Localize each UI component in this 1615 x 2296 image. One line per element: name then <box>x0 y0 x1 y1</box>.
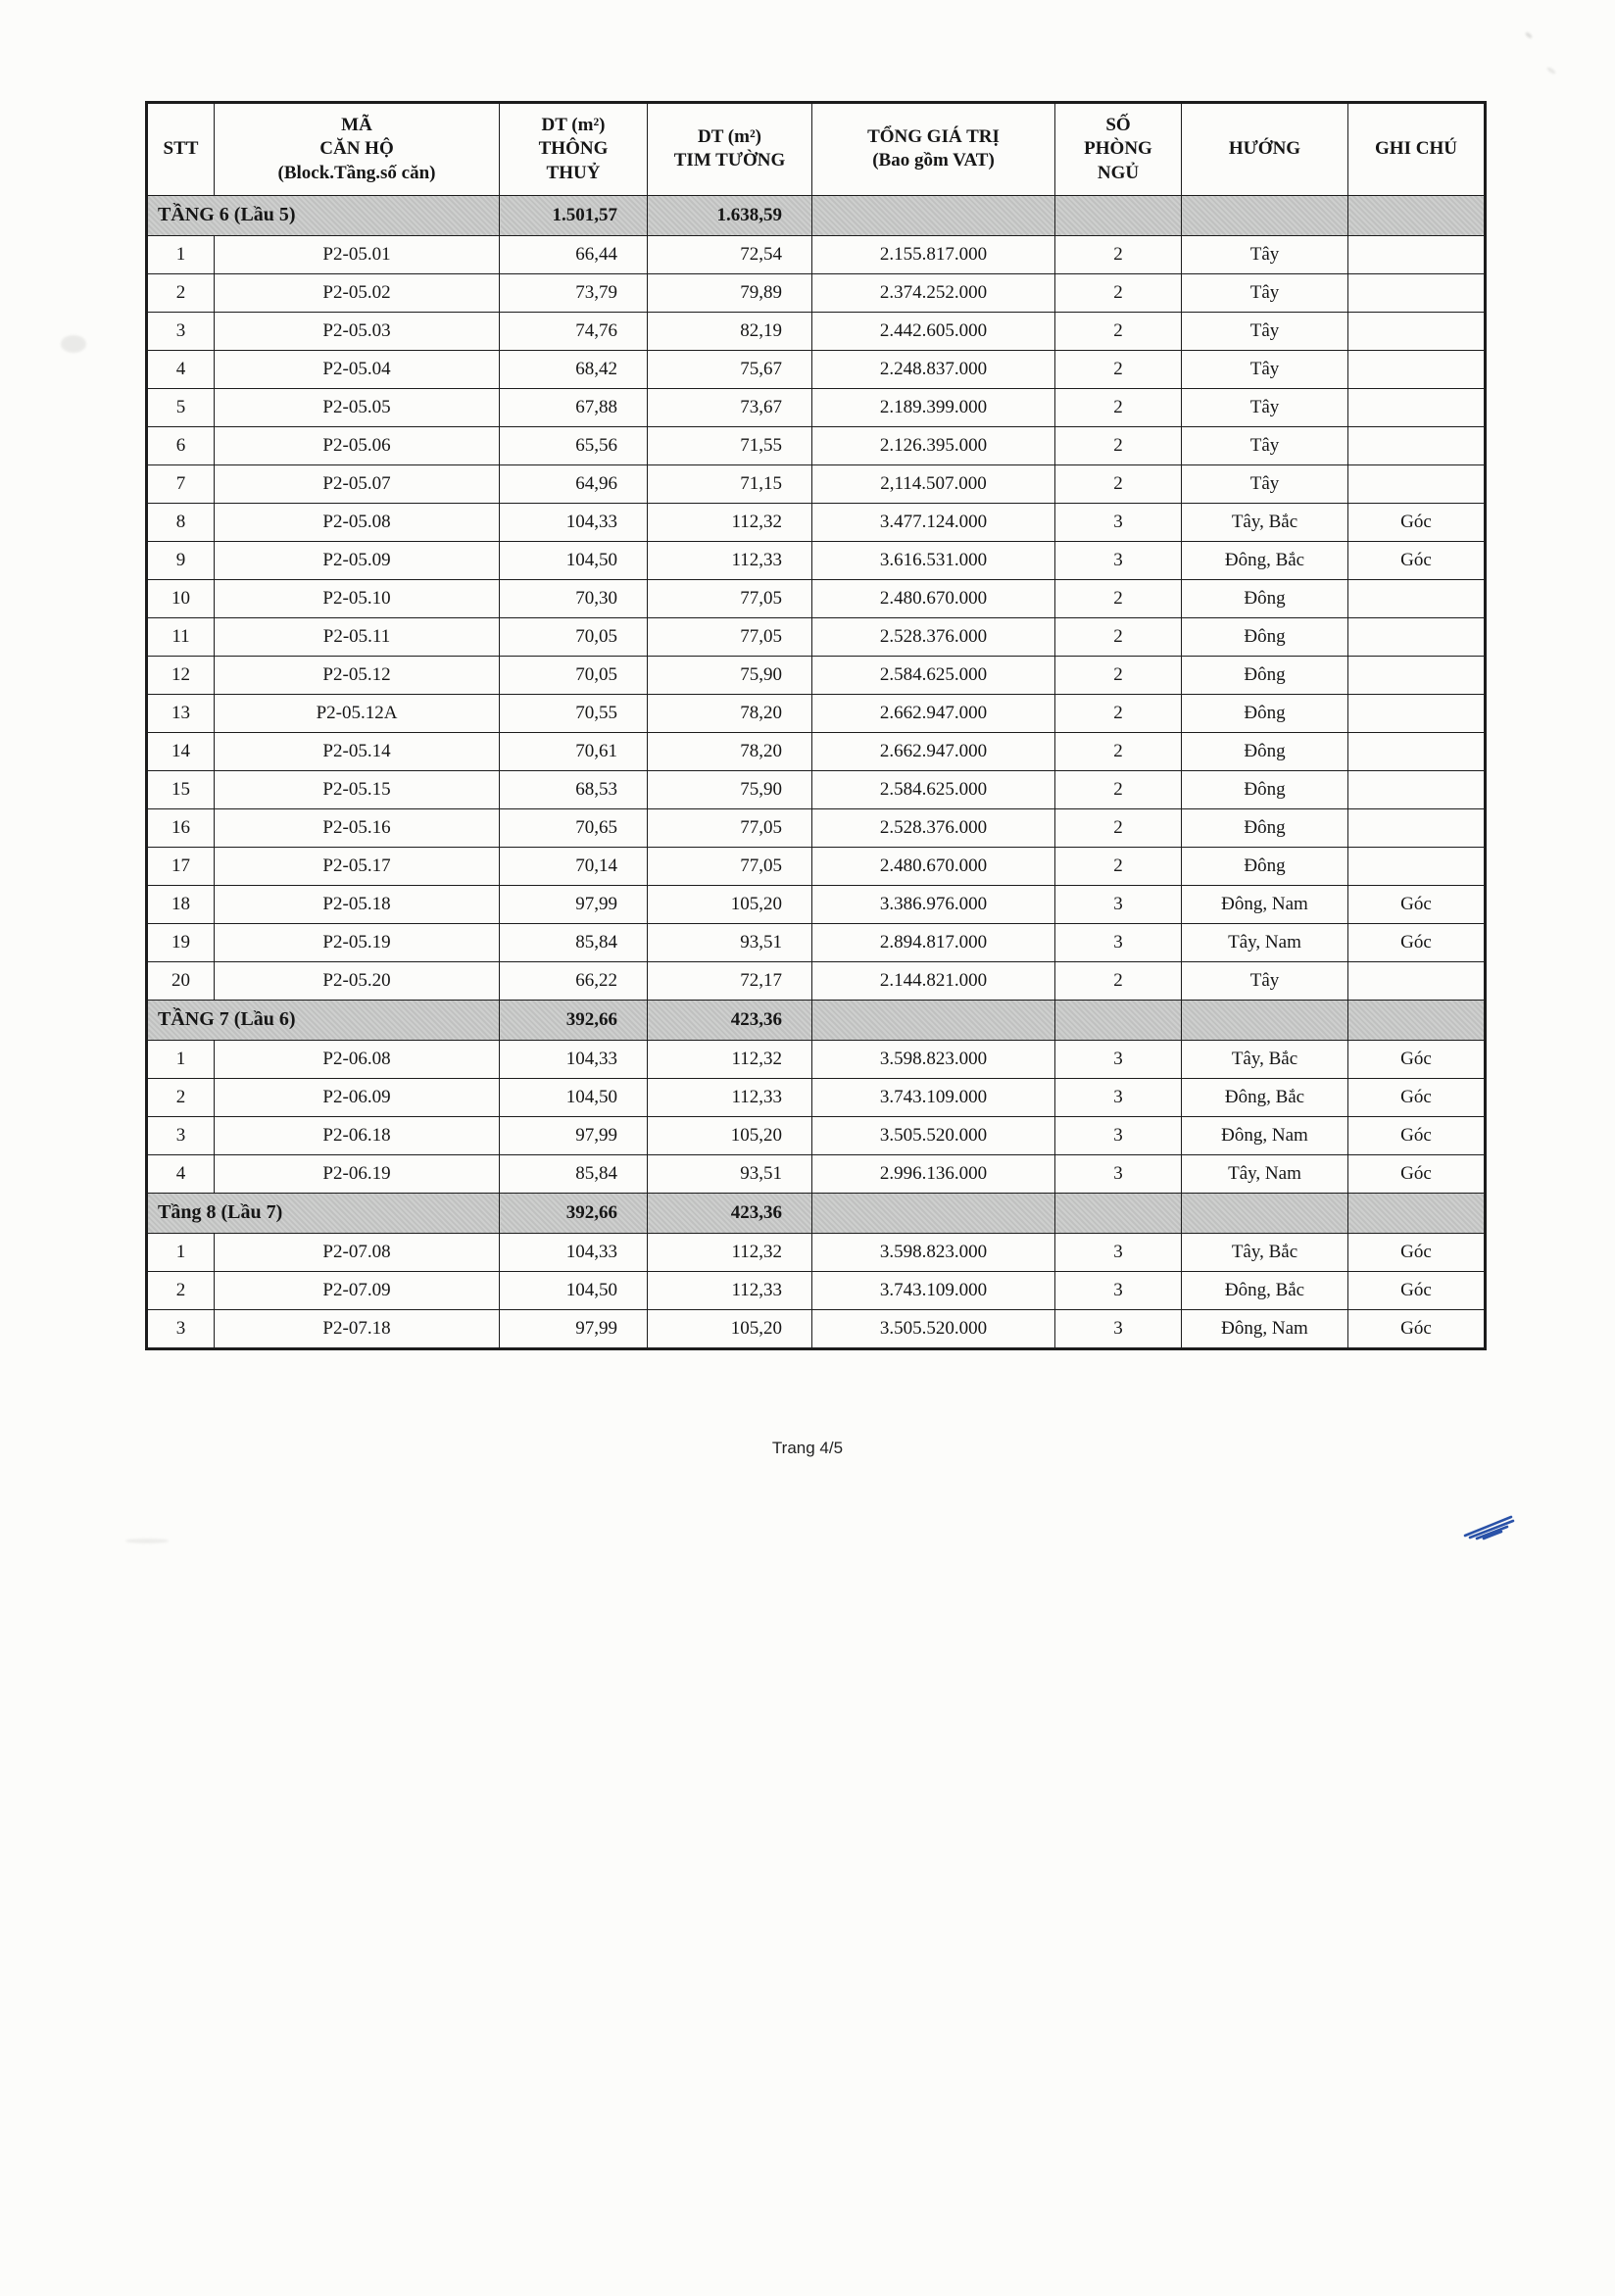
cell-huong: Đông <box>1182 656 1348 694</box>
cell-ghi-chu <box>1348 617 1486 656</box>
apartment-row <box>147 579 1486 617</box>
apartment-row <box>147 1078 1486 1116</box>
column-header-huong: HƯỚNG <box>1182 103 1348 196</box>
cell-so-phong-ngu: 2 <box>1055 694 1182 732</box>
cell-so-phong-ngu: 2 <box>1055 808 1182 847</box>
cell-ma-can-ho: P2-05.05 <box>215 388 500 426</box>
cell-dt-tim-tuong: 77,05 <box>648 847 812 885</box>
column-header-dt-thong-thuy: DT (m²) THÔNG THUỶ <box>500 103 648 196</box>
cell-dt-thong-thuy: 104,33 <box>500 1233 648 1271</box>
cell-ma-can-ho: P2-05.17 <box>215 847 500 885</box>
cell-huong: Tây, Bắc <box>1182 1233 1348 1271</box>
cell-stt: 4 <box>147 1154 215 1193</box>
cell-tong-gia-tri: 3.743.109.000 <box>812 1078 1055 1116</box>
section-empty-cell-note <box>1348 1000 1486 1040</box>
apartment-row <box>147 732 1486 770</box>
signature-mark <box>1462 1512 1519 1541</box>
cell-ghi-chu <box>1348 694 1486 732</box>
cell-dt-tim-tuong: 112,32 <box>648 1040 812 1078</box>
floor-total-dt-thong-thuy: 392,66 <box>500 1193 648 1233</box>
cell-so-phong-ngu: 3 <box>1055 1040 1182 1078</box>
scan-artifact <box>1546 66 1556 74</box>
apartment-price-table <box>145 101 1487 1350</box>
cell-ma-can-ho: P2-06.09 <box>215 1078 500 1116</box>
apartment-row <box>147 1040 1486 1078</box>
cell-dt-thong-thuy: 65,56 <box>500 426 648 464</box>
apartment-row <box>147 388 1486 426</box>
apartment-row <box>147 656 1486 694</box>
header-row <box>147 103 1486 196</box>
cell-tong-gia-tri: 3.505.520.000 <box>812 1116 1055 1154</box>
cell-ma-can-ho: P2-05.07 <box>215 464 500 503</box>
cell-huong: Tây <box>1182 273 1348 312</box>
cell-stt: 6 <box>147 426 215 464</box>
cell-ma-can-ho: P2-06.18 <box>215 1116 500 1154</box>
cell-huong: Đông <box>1182 847 1348 885</box>
cell-so-phong-ngu: 3 <box>1055 1154 1182 1193</box>
cell-ma-can-ho: P2-05.10 <box>215 579 500 617</box>
cell-tong-gia-tri: 2.996.136.000 <box>812 1154 1055 1193</box>
cell-so-phong-ngu: 2 <box>1055 656 1182 694</box>
cell-tong-gia-tri: 2.126.395.000 <box>812 426 1055 464</box>
cell-so-phong-ngu: 2 <box>1055 847 1182 885</box>
apartment-row <box>147 770 1486 808</box>
column-header-tong-gia-tri: TỔNG GIÁ TRỊ (Bao gồm VAT) <box>812 103 1055 196</box>
cell-dt-tim-tuong: 77,05 <box>648 808 812 847</box>
cell-dt-tim-tuong: 77,05 <box>648 579 812 617</box>
cell-so-phong-ngu: 2 <box>1055 235 1182 273</box>
cell-so-phong-ngu: 3 <box>1055 885 1182 923</box>
cell-dt-thong-thuy: 104,50 <box>500 1271 648 1309</box>
apartment-row <box>147 503 1486 541</box>
cell-stt: 1 <box>147 1040 215 1078</box>
apartment-row <box>147 235 1486 273</box>
cell-ma-can-ho: P2-07.18 <box>215 1309 500 1348</box>
cell-ghi-chu: Góc <box>1348 1116 1486 1154</box>
cell-dt-thong-thuy: 85,84 <box>500 923 648 961</box>
cell-tong-gia-tri: 2.155.817.000 <box>812 235 1055 273</box>
cell-dt-thong-thuy: 68,42 <box>500 350 648 388</box>
cell-dt-thong-thuy: 74,76 <box>500 312 648 350</box>
apartment-row <box>147 961 1486 1000</box>
cell-stt: 2 <box>147 1078 215 1116</box>
price-table-wrap <box>145 101 1487 1350</box>
cell-ghi-chu <box>1348 808 1486 847</box>
cell-dt-tim-tuong: 82,19 <box>648 312 812 350</box>
page-number: Trang 4/5 <box>771 1439 844 1457</box>
cell-ma-can-ho: P2-05.18 <box>215 885 500 923</box>
cell-ghi-chu <box>1348 350 1486 388</box>
cell-dt-tim-tuong: 112,33 <box>648 1078 812 1116</box>
cell-dt-tim-tuong: 72,17 <box>648 961 812 1000</box>
cell-ghi-chu <box>1348 961 1486 1000</box>
cell-so-phong-ngu: 2 <box>1055 617 1182 656</box>
cell-stt: 17 <box>147 847 215 885</box>
floor-section-row <box>147 195 1486 235</box>
cell-ghi-chu: Góc <box>1348 503 1486 541</box>
cell-ma-can-ho: P2-05.16 <box>215 808 500 847</box>
cell-ghi-chu <box>1348 388 1486 426</box>
cell-ma-can-ho: P2-05.08 <box>215 503 500 541</box>
cell-dt-thong-thuy: 67,88 <box>500 388 648 426</box>
cell-dt-thong-thuy: 85,84 <box>500 1154 648 1193</box>
cell-stt: 11 <box>147 617 215 656</box>
cell-stt: 3 <box>147 312 215 350</box>
cell-tong-gia-tri: 3.386.976.000 <box>812 885 1055 923</box>
cell-dt-tim-tuong: 78,20 <box>648 732 812 770</box>
section-empty-cell-price <box>812 1000 1055 1040</box>
cell-so-phong-ngu: 2 <box>1055 312 1182 350</box>
floor-total-dt-thong-thuy: 1.501,57 <box>500 195 648 235</box>
cell-tong-gia-tri: 2,114.507.000 <box>812 464 1055 503</box>
floor-section-label: Tầng 8 (Lầu 7) <box>147 1193 500 1233</box>
cell-dt-thong-thuy: 66,44 <box>500 235 648 273</box>
cell-tong-gia-tri: 2.662.947.000 <box>812 732 1055 770</box>
cell-dt-tim-tuong: 93,51 <box>648 1154 812 1193</box>
cell-so-phong-ngu: 3 <box>1055 1078 1182 1116</box>
cell-stt: 5 <box>147 388 215 426</box>
cell-ghi-chu <box>1348 426 1486 464</box>
cell-so-phong-ngu: 3 <box>1055 1233 1182 1271</box>
apartment-row <box>147 1233 1486 1271</box>
cell-tong-gia-tri: 3.477.124.000 <box>812 503 1055 541</box>
floor-section-row <box>147 1000 1486 1040</box>
section-empty-cell-bedrooms <box>1055 195 1182 235</box>
cell-dt-thong-thuy: 70,65 <box>500 808 648 847</box>
floor-total-dt-tim-tuong: 1.638,59 <box>648 195 812 235</box>
column-header-dt-tim-tuong: DT (m²) TIM TƯỜNG <box>648 103 812 196</box>
cell-stt: 7 <box>147 464 215 503</box>
apartment-row <box>147 617 1486 656</box>
apartment-row <box>147 1271 1486 1309</box>
cell-ma-can-ho: P2-05.11 <box>215 617 500 656</box>
floor-section-label: TẦNG 6 (Lầu 5) <box>147 195 500 235</box>
cell-tong-gia-tri: 3.616.531.000 <box>812 541 1055 579</box>
cell-ghi-chu: Góc <box>1348 1154 1486 1193</box>
cell-huong: Đông, Bắc <box>1182 541 1348 579</box>
cell-dt-tim-tuong: 72,54 <box>648 235 812 273</box>
floor-total-dt-tim-tuong: 423,36 <box>648 1193 812 1233</box>
cell-huong: Đông <box>1182 808 1348 847</box>
apartment-row <box>147 847 1486 885</box>
cell-ghi-chu: Góc <box>1348 1309 1486 1348</box>
cell-ghi-chu: Góc <box>1348 541 1486 579</box>
cell-huong: Tây <box>1182 388 1348 426</box>
cell-so-phong-ngu: 3 <box>1055 1309 1182 1348</box>
floor-total-dt-tim-tuong: 423,36 <box>648 1000 812 1040</box>
cell-huong: Tây, Bắc <box>1182 503 1348 541</box>
cell-tong-gia-tri: 2.584.625.000 <box>812 656 1055 694</box>
cell-stt: 2 <box>147 1271 215 1309</box>
cell-dt-tim-tuong: 105,20 <box>648 1116 812 1154</box>
cell-tong-gia-tri: 2.894.817.000 <box>812 923 1055 961</box>
cell-dt-thong-thuy: 70,14 <box>500 847 648 885</box>
section-empty-cell-bedrooms <box>1055 1000 1182 1040</box>
cell-huong: Tây <box>1182 464 1348 503</box>
section-empty-cell-price <box>812 1193 1055 1233</box>
cell-dt-thong-thuy: 97,99 <box>500 1116 648 1154</box>
cell-ghi-chu: Góc <box>1348 885 1486 923</box>
apartment-row <box>147 1154 1486 1193</box>
cell-tong-gia-tri: 2.528.376.000 <box>812 617 1055 656</box>
cell-huong: Đông, Nam <box>1182 1116 1348 1154</box>
cell-dt-tim-tuong: 112,32 <box>648 1233 812 1271</box>
cell-so-phong-ngu: 2 <box>1055 961 1182 1000</box>
cell-stt: 1 <box>147 235 215 273</box>
cell-ghi-chu: Góc <box>1348 1271 1486 1309</box>
cell-dt-thong-thuy: 70,05 <box>500 656 648 694</box>
cell-ghi-chu <box>1348 847 1486 885</box>
cell-so-phong-ngu: 2 <box>1055 388 1182 426</box>
cell-huong: Đông, Nam <box>1182 885 1348 923</box>
cell-ma-can-ho: P2-05.09 <box>215 541 500 579</box>
cell-stt: 15 <box>147 770 215 808</box>
cell-huong: Tây, Bắc <box>1182 1040 1348 1078</box>
cell-huong: Tây <box>1182 235 1348 273</box>
cell-so-phong-ngu: 3 <box>1055 541 1182 579</box>
cell-tong-gia-tri: 2.144.821.000 <box>812 961 1055 1000</box>
cell-ghi-chu: Góc <box>1348 1233 1486 1271</box>
cell-ma-can-ho: P2-05.15 <box>215 770 500 808</box>
floor-section-row <box>147 1193 1486 1233</box>
cell-ma-can-ho: P2-05.14 <box>215 732 500 770</box>
apartment-row <box>147 885 1486 923</box>
cell-dt-tim-tuong: 78,20 <box>648 694 812 732</box>
cell-dt-tim-tuong: 112,33 <box>648 1271 812 1309</box>
cell-so-phong-ngu: 3 <box>1055 923 1182 961</box>
apartment-row <box>147 541 1486 579</box>
scan-artifact <box>61 335 86 353</box>
cell-so-phong-ngu: 3 <box>1055 1271 1182 1309</box>
cell-stt: 8 <box>147 503 215 541</box>
cell-so-phong-ngu: 3 <box>1055 1116 1182 1154</box>
cell-dt-thong-thuy: 70,05 <box>500 617 648 656</box>
cell-tong-gia-tri: 3.598.823.000 <box>812 1040 1055 1078</box>
apartment-row <box>147 273 1486 312</box>
cell-tong-gia-tri: 2.189.399.000 <box>812 388 1055 426</box>
cell-ghi-chu: Góc <box>1348 1040 1486 1078</box>
cell-huong: Tây <box>1182 961 1348 1000</box>
section-empty-cell-direction <box>1182 1193 1348 1233</box>
floor-section-label: TẦNG 7 (Lầu 6) <box>147 1000 500 1040</box>
apartment-row <box>147 1309 1486 1348</box>
apartment-row <box>147 426 1486 464</box>
cell-dt-tim-tuong: 77,05 <box>648 617 812 656</box>
cell-stt: 4 <box>147 350 215 388</box>
cell-so-phong-ngu: 2 <box>1055 464 1182 503</box>
cell-so-phong-ngu: 2 <box>1055 770 1182 808</box>
cell-dt-tim-tuong: 105,20 <box>648 1309 812 1348</box>
cell-dt-tim-tuong: 112,33 <box>648 541 812 579</box>
section-empty-cell-direction <box>1182 1000 1348 1040</box>
cell-dt-tim-tuong: 112,32 <box>648 503 812 541</box>
cell-tong-gia-tri: 2.480.670.000 <box>812 847 1055 885</box>
cell-dt-thong-thuy: 68,53 <box>500 770 648 808</box>
cell-dt-tim-tuong: 71,15 <box>648 464 812 503</box>
cell-huong: Tây, Nam <box>1182 1154 1348 1193</box>
cell-ghi-chu <box>1348 656 1486 694</box>
scan-artifact <box>1525 31 1534 39</box>
cell-huong: Tây <box>1182 350 1348 388</box>
cell-dt-tim-tuong: 75,67 <box>648 350 812 388</box>
cell-dt-thong-thuy: 70,61 <box>500 732 648 770</box>
cell-stt: 18 <box>147 885 215 923</box>
cell-so-phong-ngu: 2 <box>1055 579 1182 617</box>
cell-huong: Đông, Nam <box>1182 1309 1348 1348</box>
cell-ghi-chu <box>1348 464 1486 503</box>
cell-tong-gia-tri: 2.480.670.000 <box>812 579 1055 617</box>
cell-ghi-chu: Góc <box>1348 1078 1486 1116</box>
column-header-ma-can-ho: MÃ CĂN HỘ (Block.Tầng.số căn) <box>215 103 500 196</box>
cell-stt: 1 <box>147 1233 215 1271</box>
cell-dt-tim-tuong: 73,67 <box>648 388 812 426</box>
cell-ghi-chu <box>1348 235 1486 273</box>
cell-ghi-chu <box>1348 312 1486 350</box>
cell-dt-tim-tuong: 93,51 <box>648 923 812 961</box>
cell-ghi-chu <box>1348 579 1486 617</box>
cell-dt-thong-thuy: 64,96 <box>500 464 648 503</box>
cell-ma-can-ho: P2-05.04 <box>215 350 500 388</box>
cell-dt-thong-thuy: 70,55 <box>500 694 648 732</box>
cell-tong-gia-tri: 2.248.837.000 <box>812 350 1055 388</box>
cell-tong-gia-tri: 2.374.252.000 <box>812 273 1055 312</box>
cell-so-phong-ngu: 2 <box>1055 426 1182 464</box>
cell-huong: Tây, Nam <box>1182 923 1348 961</box>
cell-stt: 9 <box>147 541 215 579</box>
cell-tong-gia-tri: 3.505.520.000 <box>812 1309 1055 1348</box>
cell-huong: Đông, Bắc <box>1182 1078 1348 1116</box>
cell-dt-thong-thuy: 97,99 <box>500 1309 648 1348</box>
cell-stt: 2 <box>147 273 215 312</box>
table-body <box>147 195 1486 1348</box>
cell-dt-tim-tuong: 75,90 <box>648 770 812 808</box>
cell-dt-thong-thuy: 104,50 <box>500 541 648 579</box>
cell-ghi-chu <box>1348 732 1486 770</box>
cell-so-phong-ngu: 2 <box>1055 350 1182 388</box>
cell-so-phong-ngu: 2 <box>1055 732 1182 770</box>
cell-ma-can-ho: P2-07.08 <box>215 1233 500 1271</box>
cell-tong-gia-tri: 3.598.823.000 <box>812 1233 1055 1271</box>
cell-stt: 10 <box>147 579 215 617</box>
cell-ma-can-ho: P2-05.03 <box>215 312 500 350</box>
cell-stt: 20 <box>147 961 215 1000</box>
cell-huong: Đông <box>1182 617 1348 656</box>
cell-dt-tim-tuong: 105,20 <box>648 885 812 923</box>
cell-dt-thong-thuy: 104,33 <box>500 1040 648 1078</box>
cell-stt: 16 <box>147 808 215 847</box>
cell-huong: Đông <box>1182 770 1348 808</box>
cell-so-phong-ngu: 3 <box>1055 503 1182 541</box>
cell-so-phong-ngu: 2 <box>1055 273 1182 312</box>
cell-huong: Tây <box>1182 426 1348 464</box>
cell-stt: 3 <box>147 1116 215 1154</box>
column-header-stt: STT <box>147 103 215 196</box>
cell-stt: 12 <box>147 656 215 694</box>
apartment-row <box>147 808 1486 847</box>
section-empty-cell-bedrooms <box>1055 1193 1182 1233</box>
scan-artifact <box>125 1539 169 1543</box>
cell-dt-tim-tuong: 75,90 <box>648 656 812 694</box>
cell-huong: Đông <box>1182 579 1348 617</box>
cell-ma-can-ho: P2-05.06 <box>215 426 500 464</box>
section-empty-cell-direction <box>1182 195 1348 235</box>
cell-dt-thong-thuy: 73,79 <box>500 273 648 312</box>
apartment-row <box>147 923 1486 961</box>
column-header-so-phong-ngu: SỐ PHÒNG NGỦ <box>1055 103 1182 196</box>
cell-ma-can-ho: P2-05.20 <box>215 961 500 1000</box>
cell-ma-can-ho: P2-05.12 <box>215 656 500 694</box>
cell-ma-can-ho: P2-07.09 <box>215 1271 500 1309</box>
cell-dt-tim-tuong: 71,55 <box>648 426 812 464</box>
cell-stt: 3 <box>147 1309 215 1348</box>
section-empty-cell-note <box>1348 195 1486 235</box>
cell-ghi-chu: Góc <box>1348 923 1486 961</box>
cell-stt: 14 <box>147 732 215 770</box>
cell-dt-thong-thuy: 97,99 <box>500 885 648 923</box>
cell-tong-gia-tri: 2.442.605.000 <box>812 312 1055 350</box>
section-empty-cell-price <box>812 195 1055 235</box>
floor-total-dt-thong-thuy: 392,66 <box>500 1000 648 1040</box>
cell-dt-thong-thuy: 70,30 <box>500 579 648 617</box>
apartment-row <box>147 350 1486 388</box>
cell-ma-can-ho: P2-05.12A <box>215 694 500 732</box>
apartment-row <box>147 464 1486 503</box>
cell-ghi-chu <box>1348 770 1486 808</box>
cell-ma-can-ho: P2-05.02 <box>215 273 500 312</box>
cell-ma-can-ho: P2-06.19 <box>215 1154 500 1193</box>
apartment-row <box>147 1116 1486 1154</box>
apartment-row <box>147 694 1486 732</box>
cell-huong: Đông, Bắc <box>1182 1271 1348 1309</box>
cell-tong-gia-tri: 2.528.376.000 <box>812 808 1055 847</box>
cell-ma-can-ho: P2-05.01 <box>215 235 500 273</box>
cell-huong: Tây <box>1182 312 1348 350</box>
cell-stt: 19 <box>147 923 215 961</box>
cell-tong-gia-tri: 2.584.625.000 <box>812 770 1055 808</box>
column-header-ghi-chu: GHI CHÚ <box>1348 103 1486 196</box>
cell-dt-tim-tuong: 79,89 <box>648 273 812 312</box>
cell-dt-thong-thuy: 104,33 <box>500 503 648 541</box>
apartment-row <box>147 312 1486 350</box>
cell-ma-can-ho: P2-06.08 <box>215 1040 500 1078</box>
cell-ma-can-ho: P2-05.19 <box>215 923 500 961</box>
cell-dt-thong-thuy: 104,50 <box>500 1078 648 1116</box>
cell-tong-gia-tri: 2.662.947.000 <box>812 694 1055 732</box>
cell-ghi-chu <box>1348 273 1486 312</box>
section-empty-cell-note <box>1348 1193 1486 1233</box>
cell-huong: Đông <box>1182 694 1348 732</box>
cell-stt: 13 <box>147 694 215 732</box>
cell-dt-thong-thuy: 66,22 <box>500 961 648 1000</box>
cell-huong: Đông <box>1182 732 1348 770</box>
cell-tong-gia-tri: 3.743.109.000 <box>812 1271 1055 1309</box>
